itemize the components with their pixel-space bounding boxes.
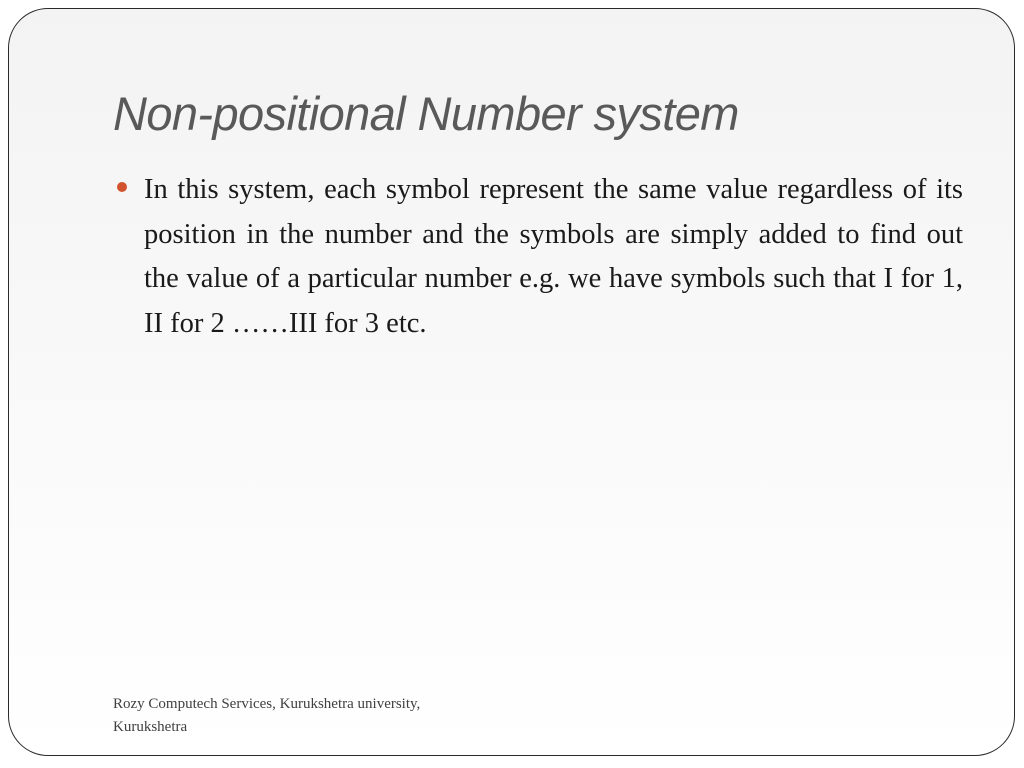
bullet-dot-icon <box>117 182 127 192</box>
bullet-list <box>113 168 963 346</box>
bullet-text: In this system, each symbol represent the same value regardless of its position in the number and the symbols are simply added to find out the value of a particular number e.g. we have symbols such that I for 1, II for 2 ……III for 3 etc. <box>144 174 963 339</box>
slide-footer <box>113 693 533 739</box>
footer-line-2: Kurukshetra <box>113 719 188 735</box>
bullet-item <box>113 168 963 346</box>
footer-line-1: Rozy Computech Services, Kurukshetra university, <box>113 696 421 712</box>
slide-title: Non-positional Number system <box>113 87 739 140</box>
